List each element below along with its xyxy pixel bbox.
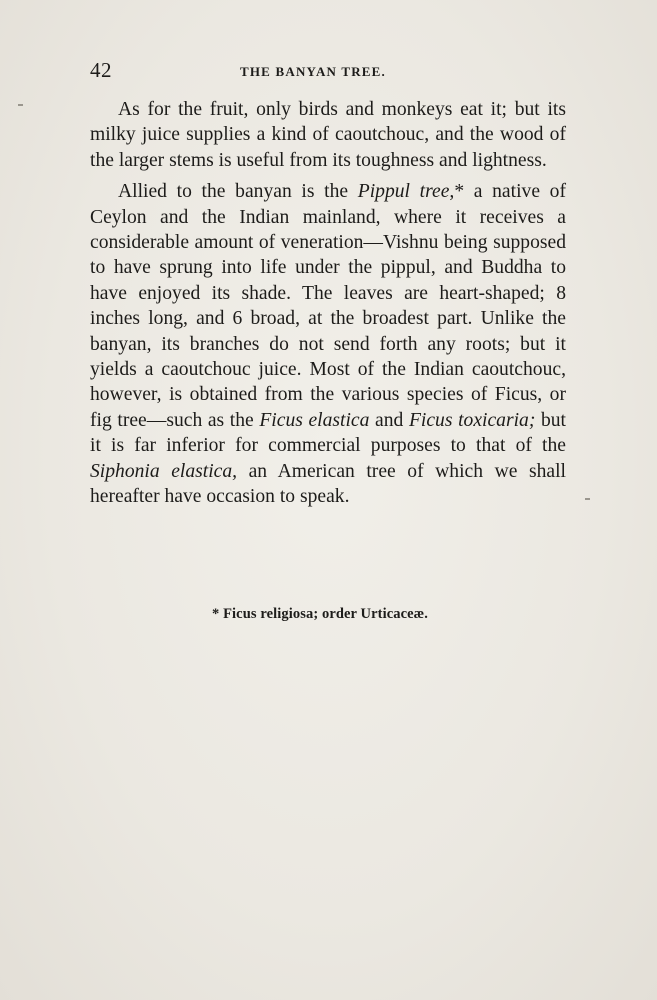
page-number: 42 — [90, 58, 112, 82]
paragraph-text: an American tree of which we shall hereafter have occasion to speak. — [90, 460, 566, 508]
paragraph-text: Allied to the banyan is the — [118, 181, 358, 203]
margin-speck — [585, 498, 590, 500]
italic-ficus-toxicaria: Ficus toxicaria; — [408, 409, 536, 431]
italic-pippul-tree: Pippul tree, — [357, 181, 455, 203]
body-text — [90, 97, 566, 510]
running-head: THE BANYAN TREE. — [240, 64, 386, 79]
paragraph-text: but it is far inferior for commercial purposes to that of the — [90, 409, 567, 457]
margin-speck — [18, 104, 23, 106]
page-header — [90, 58, 568, 86]
paragraph-text: * a native of Ceylon and the Indian mainland, where it receives a considerable amount of veneration—Vishnu being supposed to have sprung into life under the pippul, and Buddha to have enjoyed its shade. The leaves are heart-shaped; 8 inches long, and 6 broad, at the broadest part. Unlike the banyan, its branches do not send forth any roots; but it yields a caoutchouc juice. Most of the Indian caoutchouc, however, is obtained from the various species of Ficus, or fig tree—such as the — [90, 181, 567, 431]
italic-siphonia-elastica: Siphonia elastica, — [90, 460, 238, 482]
paragraph-fruit: As for the fruit, only birds and monkeys eat it; but its milky juice supplies a kind of caoutchouc, and the wood of the larger stems is useful from its toughness and lightness. — [90, 99, 566, 171]
paragraph-pippul — [90, 179, 566, 509]
footnote: * Ficus religiosa; order Urticaceæ. — [212, 606, 428, 622]
italic-ficus-elastica: Ficus elastica — [259, 409, 370, 431]
paragraph-text: and — [369, 409, 409, 431]
